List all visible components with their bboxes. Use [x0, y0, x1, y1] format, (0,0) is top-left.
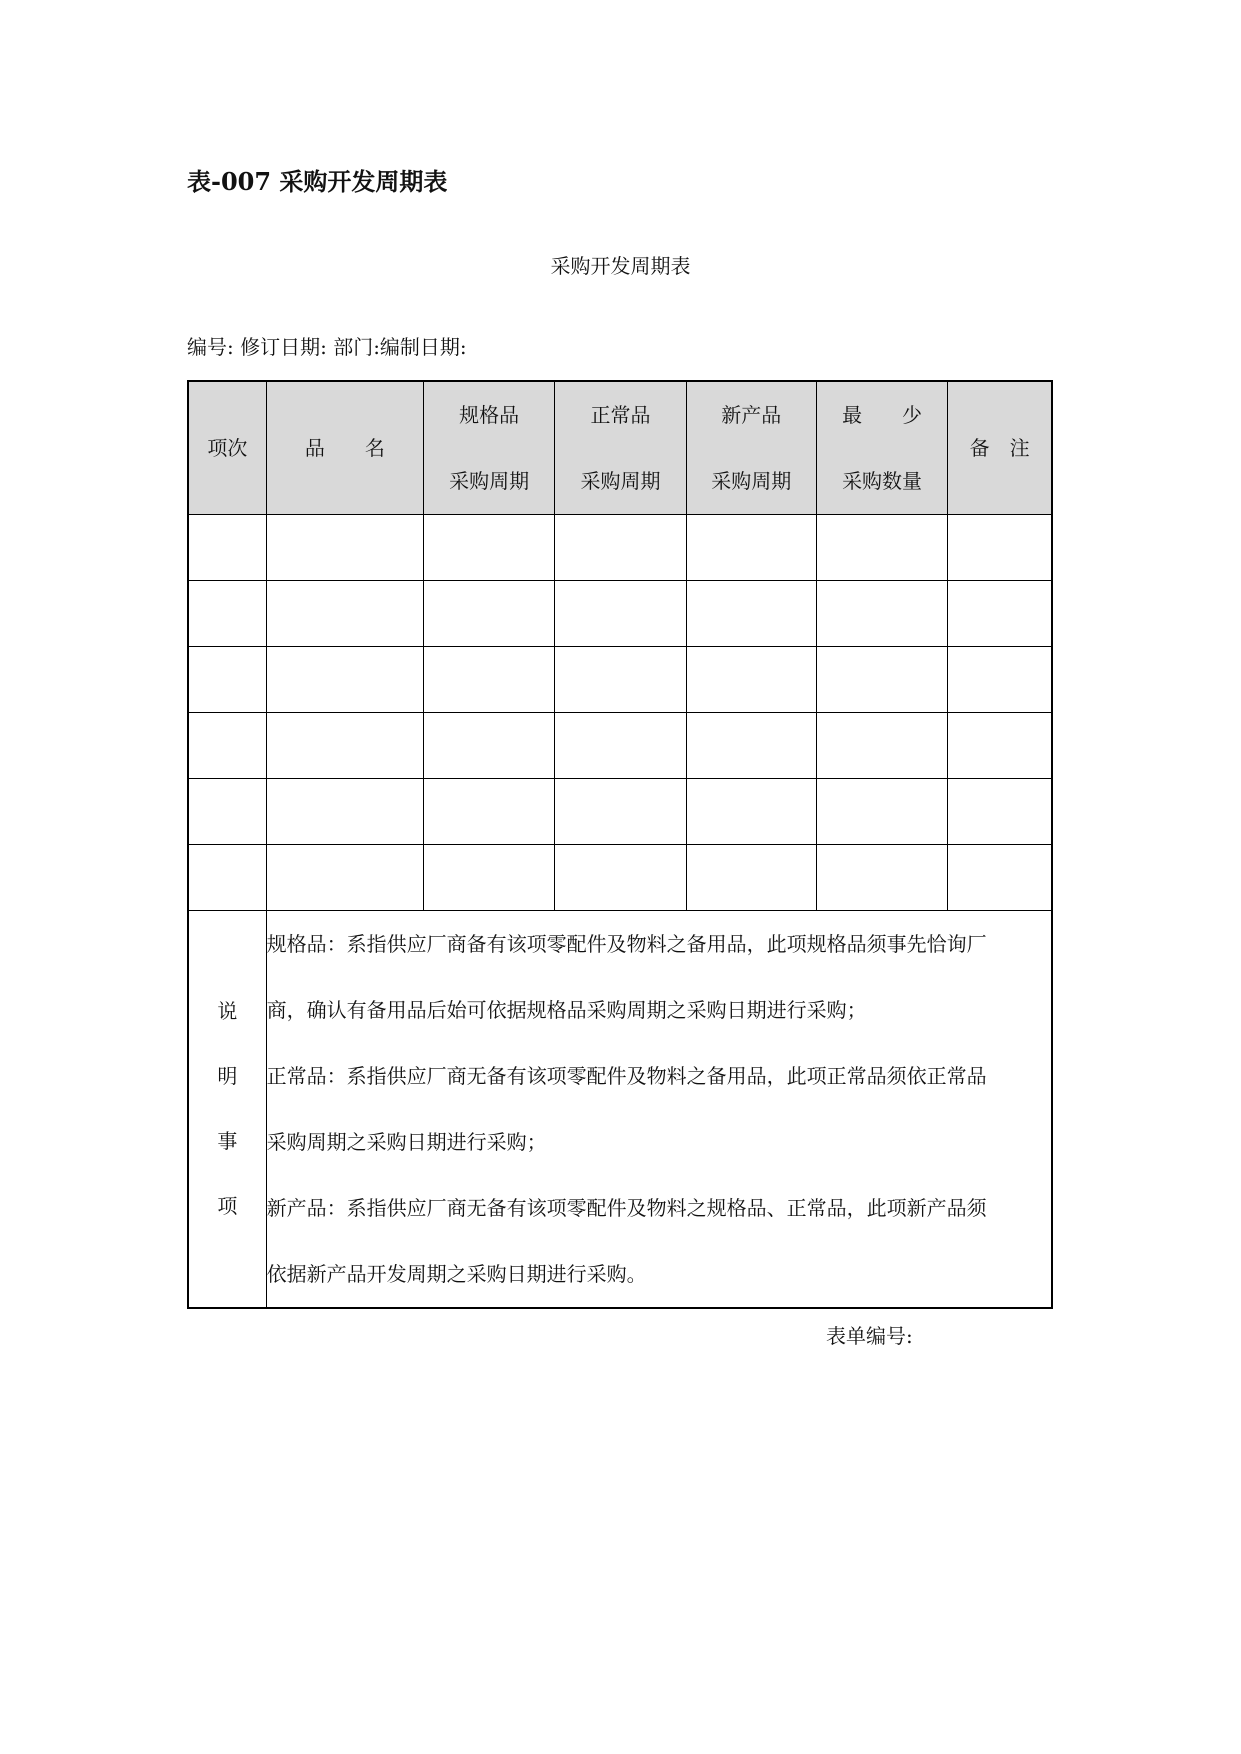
- notes-line: 采购周期之采购日期进行采购；: [266, 1130, 547, 1154]
- table-cell[interactable]: [816, 647, 947, 713]
- table-cell[interactable]: [948, 581, 1052, 647]
- table-cell[interactable]: [816, 581, 947, 647]
- table-cell[interactable]: [948, 713, 1052, 779]
- header-spec-cycle: [424, 381, 555, 515]
- notes-line: 依据新产品开发周期之采购日期进行采购。: [266, 1262, 647, 1286]
- header-minqty-line1: 最 少: [842, 403, 923, 427]
- notes-line: 正常品：系指供应厂商无备有该项零配件及物料之备用品，此项正常品须依正常品: [266, 1064, 987, 1088]
- notes-row: [188, 911, 1052, 1309]
- header-new-line1: 新产品: [721, 403, 782, 427]
- header-normal-cycle: [555, 381, 686, 515]
- table-cell[interactable]: [555, 845, 686, 911]
- table-cell[interactable]: [188, 647, 266, 713]
- header-new-cycle: [686, 381, 816, 515]
- table-cell[interactable]: [948, 515, 1052, 581]
- header-item-no: 项次: [188, 381, 266, 515]
- table-cell[interactable]: [266, 515, 423, 581]
- table-cell[interactable]: [686, 713, 816, 779]
- header-min-qty: [816, 381, 947, 515]
- table-cell[interactable]: [266, 779, 423, 845]
- table-cell[interactable]: [816, 713, 947, 779]
- header-normal-line2: 采购周期: [580, 469, 661, 493]
- table-cell[interactable]: [816, 779, 947, 845]
- table-cell[interactable]: [555, 581, 686, 647]
- table-cell[interactable]: [816, 515, 947, 581]
- form-meta-line: 编号: 修订日期: 部门:编制日期:: [187, 335, 467, 359]
- notes-label-char: 明: [217, 1064, 238, 1088]
- table-cell[interactable]: [266, 647, 423, 713]
- table-cell[interactable]: [188, 581, 266, 647]
- table-row: [188, 515, 1052, 581]
- table-cell[interactable]: [266, 581, 423, 647]
- table-cell[interactable]: [424, 581, 555, 647]
- notes-line: 商，确认有备用品后始可依据规格品采购周期之采购日期进行采购；: [266, 998, 867, 1022]
- header-new-line2: 采购周期: [711, 469, 792, 493]
- table-cell[interactable]: [188, 713, 266, 779]
- notes-line: 新产品：系指供应厂商无备有该项零配件及物料之规格品、正常品，此项新产品须: [266, 1196, 987, 1220]
- table-row: [188, 779, 1052, 845]
- table-cell[interactable]: [266, 845, 423, 911]
- table-row: [188, 647, 1052, 713]
- notes-label-char: 事: [217, 1129, 238, 1153]
- table-cell[interactable]: [424, 845, 555, 911]
- table-cell[interactable]: [948, 779, 1052, 845]
- table-cell[interactable]: [188, 515, 266, 581]
- notes-label-char: 说: [217, 999, 238, 1023]
- table-header-row: [188, 381, 1052, 515]
- header-spec-line2: 采购周期: [449, 469, 530, 493]
- table-cell[interactable]: [188, 779, 266, 845]
- table-cell[interactable]: [424, 713, 555, 779]
- table-cell[interactable]: [686, 581, 816, 647]
- header-item-name: 品 名: [266, 381, 423, 515]
- table-cell[interactable]: [686, 515, 816, 581]
- header-minqty-line2: 采购数量: [842, 469, 923, 493]
- table-cell[interactable]: [686, 845, 816, 911]
- table-cell[interactable]: [555, 779, 686, 845]
- header-normal-line1: 正常品: [590, 403, 651, 427]
- table-row: [188, 713, 1052, 779]
- table-row: [188, 845, 1052, 911]
- table-cell[interactable]: [555, 713, 686, 779]
- table-cell[interactable]: [948, 647, 1052, 713]
- notes-label: [188, 911, 266, 1309]
- header-remarks: 备 注: [948, 381, 1052, 515]
- form-title: 采购开发周期表: [550, 254, 691, 278]
- table-cell[interactable]: [555, 647, 686, 713]
- table-cell[interactable]: [948, 845, 1052, 911]
- table-cell[interactable]: [686, 647, 816, 713]
- table-cell[interactable]: [188, 845, 266, 911]
- notes-body: [266, 911, 1052, 1309]
- table-cell[interactable]: [816, 845, 947, 911]
- notes-label-char: 项: [217, 1194, 238, 1218]
- table-cell[interactable]: [424, 779, 555, 845]
- table-cell[interactable]: [424, 647, 555, 713]
- purchase-cycle-table: [187, 380, 1053, 1309]
- table-cell[interactable]: [266, 713, 423, 779]
- document-heading: 表-007 采购开发周期表: [187, 167, 448, 196]
- form-code-label: 表单编号:: [826, 1324, 913, 1348]
- table-cell[interactable]: [424, 515, 555, 581]
- table-cell[interactable]: [555, 515, 686, 581]
- header-spec-line1: 规格品: [459, 403, 520, 427]
- table-cell[interactable]: [686, 779, 816, 845]
- table-row: [188, 581, 1052, 647]
- notes-line: 规格品：系指供应厂商备有该项零配件及物料之备用品，此项规格品须事先恰询厂: [266, 932, 987, 956]
